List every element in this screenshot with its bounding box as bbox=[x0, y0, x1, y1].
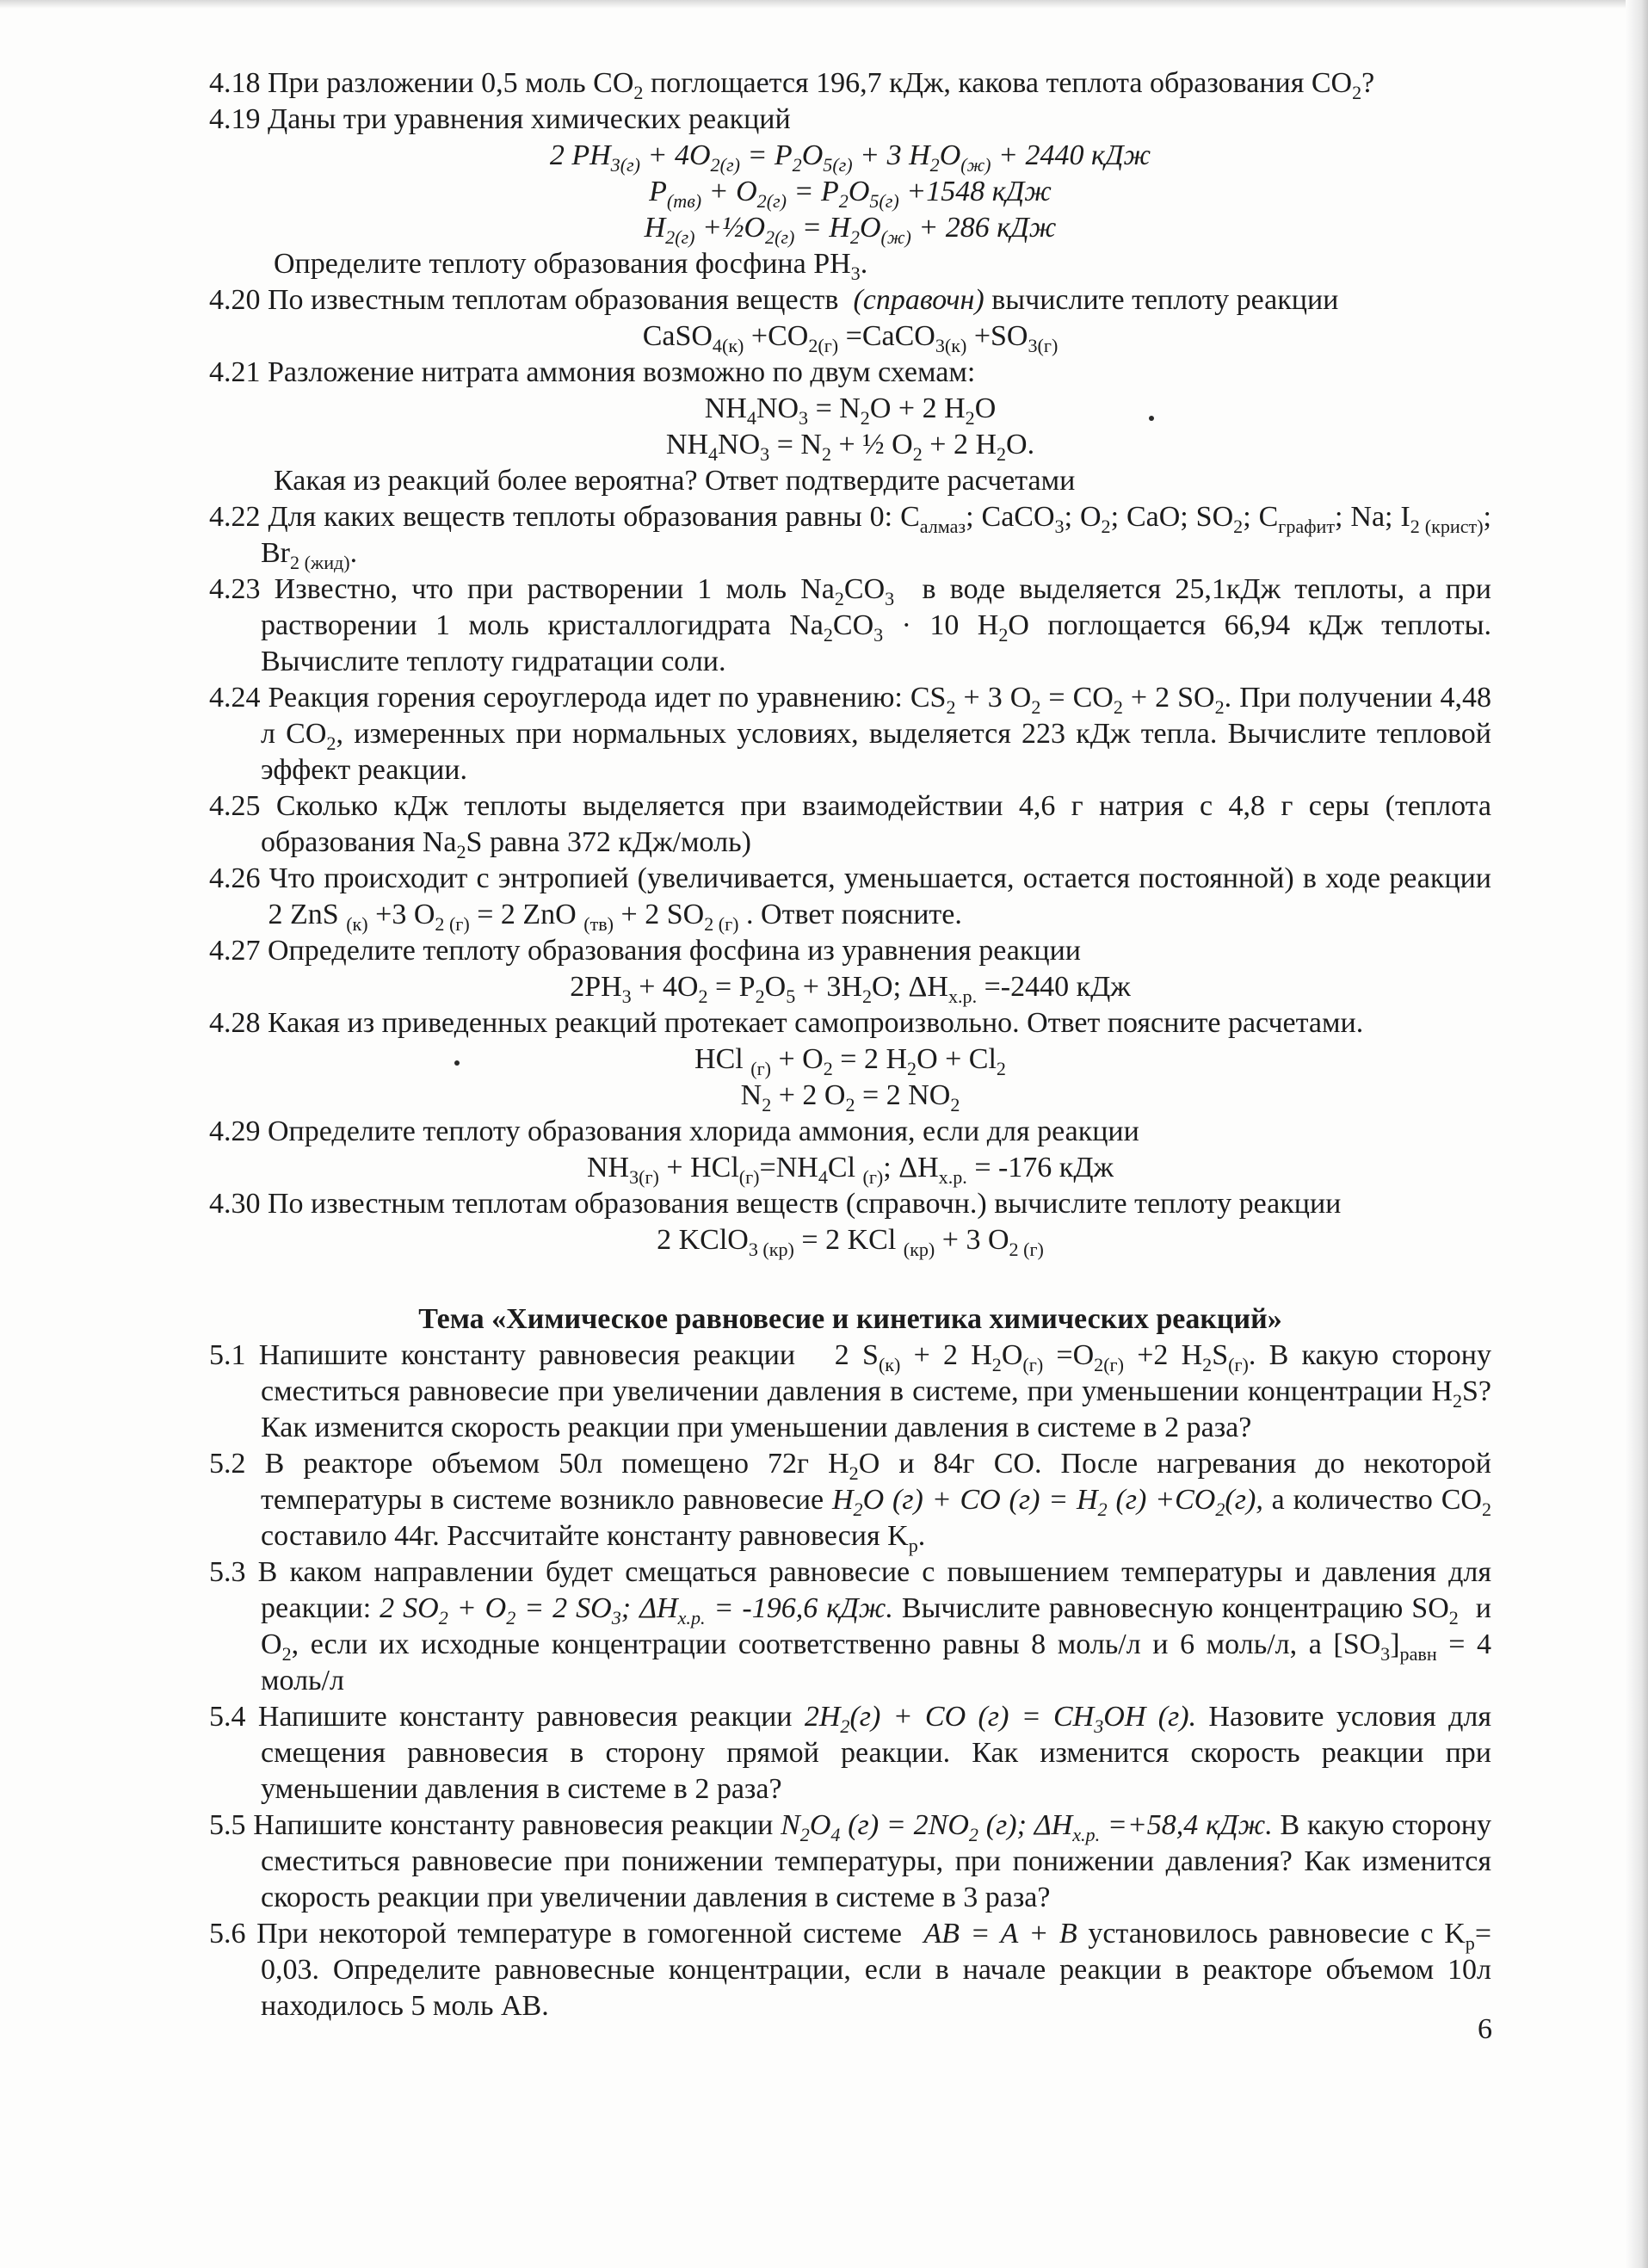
section-heading: Тема «Химическое равновесие и кинетика химических реакций» bbox=[418, 1303, 1282, 1335]
text-line: 5.1 Напишите константу равновесия реакции 2 $S_{(к)} + 2$ $H_2O_{(г)} =O_{2(г)} +2$ $H_2S_{(г)}$. В какую сторону сместиться равновесие при увеличении давления в системе, при уменьшении концентрации $H_2S$? Как изменится скорость реакции при уменьшении давления в системе в 2 раза? bbox=[209, 1339, 1492, 1443]
equation-line: $NH_4NO_3 = N_2$ + ½ $O_2 + 2$ $H_2O$. bbox=[665, 429, 1035, 465]
text-line: Какая из реакций более вероятна? Ответ подтвердите расчетами bbox=[274, 465, 1076, 497]
text-line: 4.18 При разложении 0,5 моль $CO_2$ поглощается 196,7 кДж, какова теплота образования $CO_2$? bbox=[209, 67, 1375, 103]
equation-line: $H_{2(г)}$ $+\frac{1}{2}O_{2(г)} = H_2O_{(ж)} + 286$ кДж bbox=[644, 212, 1057, 248]
equation-line: 2 KClO$_{3 (кр)}$ = 2 KCl $_{(кр)}$ + 3 $O_{2 (г)}$ bbox=[657, 1224, 1044, 1260]
text-line: 4.27 Определите теплоту образования фосфина из уравнения реакции bbox=[209, 935, 1081, 967]
text-line: 5.6 При некоторой температуре в гомогенной системе AB = A + B установилось равновесие с $K_р= 0,03$. Определите равновесные концентрации, если в начале реакции в реакторе объемом 10л находилось 5 моль AB. bbox=[209, 1918, 1492, 2022]
text-line: 4.19 Даны три уравнения химических реакций bbox=[209, 103, 791, 135]
equation-line: $2PH_3 + 4O_2 = P_2O_5 + 3H_2O$; $\Delta H_{х.р.} =-2440$ кДж bbox=[570, 971, 1131, 1007]
scan-top-shadow bbox=[0, 0, 1648, 9]
text-line: 4.22 Для каких веществ теплоты образования равны 0: $C_{алмаз}$; CaCO$_3$; $O_2$; CaO; $SO_2$; $C_{графит}$; Na; $I_{2 (крист)}$; $Br_{2 (жид)}$. bbox=[209, 501, 1491, 573]
equation-line: CaSO$_{4(к)}$ $+CO_{2(г)}$ =CaCO$_{3(к)}$ $+SO_{3(г)}$ bbox=[642, 320, 1059, 356]
equation-line: 2 $PH_{3(г)} + 4O_{2(г)} = P_2O_{5(г)} + 3$ $H_2O_{(ж)} + 2440$ кДж bbox=[549, 139, 1151, 176]
text-line: 4.29 Определите теплоту образования хлорида аммония, если для реакции bbox=[209, 1115, 1139, 1147]
text-line: 4.20 По известным теплотам образования веществ (справочн) вычислите теплоту реакции bbox=[209, 284, 1339, 316]
scan-edge-shadow bbox=[1626, 0, 1648, 2268]
text-line: Определите теплоту образования фосфина $PH_3$. bbox=[274, 248, 868, 284]
text-line: 4.25 Сколько кДж теплоты выделяется при взаимодействии 4,6 г натрия с 4,8 г серы (теплота образования $Na_2S$ равна 372 кДж/моль) bbox=[209, 790, 1491, 862]
text-line: 4.30 По известным теплотам образования веществ (справочн.) вычислите теплоту реакции bbox=[209, 1188, 1342, 1220]
page-number: 6 bbox=[1478, 2013, 1492, 2045]
text-line: 4.26 Что происходит с энтропией (увеличивается, уменьшается, остается постоянной) в ходе реакции 2 ZnS $_{(к)}$ +3 $O_{2 (г)} = 2$ ZnO $_{(тв)}$ + 2 $SO_{2 (г)}$ . Ответ поясните. bbox=[209, 862, 1491, 935]
equation-line: HCl $_{(г)} + O_2 = 2$ $H_2O + Cl_2$ bbox=[694, 1043, 1006, 1079]
equation-line: $NH_{3(г)} + HCl_{(г)}=NH_4Cl$ $_{(г)}$; $\Delta H_{х.р.} = -176$ кДж bbox=[586, 1152, 1114, 1188]
text-line: 5.3 В каком направлении будет смещаться равновесие с повышением температуры и давления для реакции: 2 $SO_2 + O_2 = 2$ $SO_3$; $\Delta H_{х.р.} = -196,6$ кДж. Вычислите равновесную концентрацию $SO_2$ и $O_2$, если их исходные концентрации соответственно равны 8 моль/л и 6 моль/л, а $[SO_3]_{равн} = 4$ моль/л bbox=[209, 1556, 1491, 1696]
text-line: 4.23 Известно, что при растворении 1 моль $Na_2CO_3$ в воде выделяется 25,1кДж теплоты, а при растворении 1 моль кристаллогидрата $Na_2CO_3 \cdot 10$ $H_2O$ поглощается 66,94 кДж теплоты. Вычислите теплоту гидратации соли. bbox=[209, 573, 1491, 677]
equation-line: $NH_4NO_3 = N_2O + 2$ $H_2O$ bbox=[704, 392, 997, 429]
text-line: 5.4 Напишите константу равновесия реакции $2H_2(г)$ + CO $(г) = CH_3OH$ (г). Назовите условия для смещения равновесия в сторону прямой реакции. Как изменится скорость реакции при уменьшении давления в системе в 2 раза? bbox=[209, 1701, 1491, 1805]
text-line: 5.2 В реакторе объемом 50л помещено 72г $H_2O$ и 84г CO. После нагревания до некоторой температуры в системе возникло равновесие $H_2O$ (г) + CO $(г) = H_2$ $(г) +CO_2(г)$, а количество $CO_2$ составило 44г. Рассчитайте константу равновесия $K_р$. bbox=[209, 1448, 1491, 1556]
text-line: 4.28 Какая из приведенных реакций протекает самопроизвольно. Ответ поясните расчетами. bbox=[209, 1007, 1364, 1039]
text-line: 4.21 Разложение нитрата аммония возможно по двум схемам: bbox=[209, 356, 976, 388]
equation-line: $P_{(тв)} + O_{2(г)} = P_2O_{5(г)} +1548$ кДж bbox=[649, 176, 1052, 212]
text-line: 4.24 Реакция горения сероуглерода идет по уравнению: $CS_2 + 3$ $O_2 = CO_2 + 2$ $SO_2$. При получении 4,48 л $CO_2$, измеренных при нормальных условиях, выделяется 223 кДж тепла. Вычислите тепловой эффект реакции. bbox=[209, 682, 1491, 786]
document-text bbox=[209, 65, 1491, 2024]
equation-line: $N_2 + 2$ $O_2 = 2$ $NO_2$ bbox=[740, 1079, 960, 1115]
text-line: 5.5 Напишите константу равновесия реакции $N_2O_4$ $(г) = 2NO_2$ (г); $\Delta H_{х.р.} =+58,4$ кДж. В какую сторону сместиться равновесие при понижении температуры, при понижении давления? Как изменится скорость реакции при увеличении давления в системе в 3 раза? bbox=[209, 1809, 1491, 1913]
